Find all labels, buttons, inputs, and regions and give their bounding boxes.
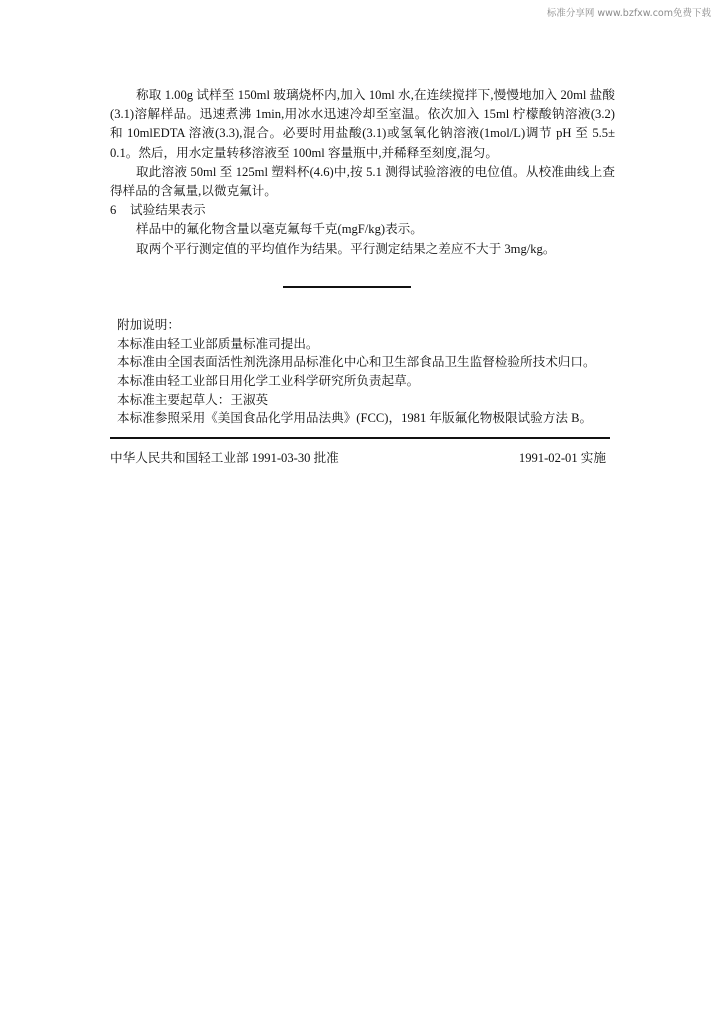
notes-item: 本标准主要起草人：王淑英 (117, 392, 269, 407)
paragraph-measurement (110, 163, 615, 201)
section-number: 6 (110, 203, 117, 218)
footer (110, 449, 606, 467)
watermark-text: 标准分享网 www.bzfxw.com免费下载 (546, 8, 711, 19)
notes-item: 本标准由轻工业部质量标准司提出。 (117, 336, 319, 351)
paragraph-line: 得样品的含氟量,以微克氟计。 (110, 183, 277, 198)
paragraph-result-unit: 样品中的氟化物含量以毫克氟每千克(mgF/kg)表示。 (136, 222, 423, 237)
additional-notes (117, 316, 612, 428)
paragraph-line: 取此溶液 50ml 至 125ml 塑料杯(4.6)中,按 5.1 测得试验溶液的电位值。从校准曲线上查 (136, 164, 615, 179)
footer-divider (110, 437, 610, 439)
body-text (110, 86, 615, 259)
notes-heading: 附加说明： (117, 318, 180, 332)
notes-item: 本标准由轻工业部日用化学工业科学研究所负责起草。 (117, 374, 420, 389)
paragraph-sample-procedure (110, 86, 615, 163)
section-heading (110, 201, 615, 220)
paragraph-line: 称取 1.00g 试样至 150ml 玻璃烧杯内,加入 10ml 水,在连续搅拌下,慢慢地加入 20ml 盐酸 (136, 88, 615, 102)
paragraph-line: 0.1。然后，用水定量转移溶液至 100ml 容量瓶中,并稀释至刻度,混匀。 (110, 145, 498, 160)
implementation-text: 1991-02-01 实施 (518, 451, 606, 465)
paragraph-line: (3.1)溶解样品。迅速煮沸 1min,用冰水迅速冷却至室温。依次加入 15ml 柠檬酸钠溶液(3.2) (110, 107, 615, 122)
section-divider (283, 286, 411, 288)
paragraph-result-average: 取两个平行测定值的平均值作为结果。平行测定结果之差应不大于 3mg/kg。 (136, 241, 556, 256)
notes-item: 本标准由全国表面活性剂洗涤用品标准化中心和卫生部食品卫生监督检验所技术归口。 (117, 355, 596, 370)
section-title: 试验结果表示 (130, 203, 206, 218)
approval-text: 中华人民共和国轻工业部 1991-03-30 批准 (110, 451, 339, 465)
notes-item: 本标准参照采用《美国食品化学用品法典》(FCC)，1981 年版氟化物极限试验方法 B。 (117, 411, 593, 426)
paragraph-line: 和 10mlEDTA 溶液(3.3),混合。必要时用盐酸(3.1)或氢氧化钠溶液(1mol/L)调节 pH 至 5.5± (110, 126, 615, 141)
